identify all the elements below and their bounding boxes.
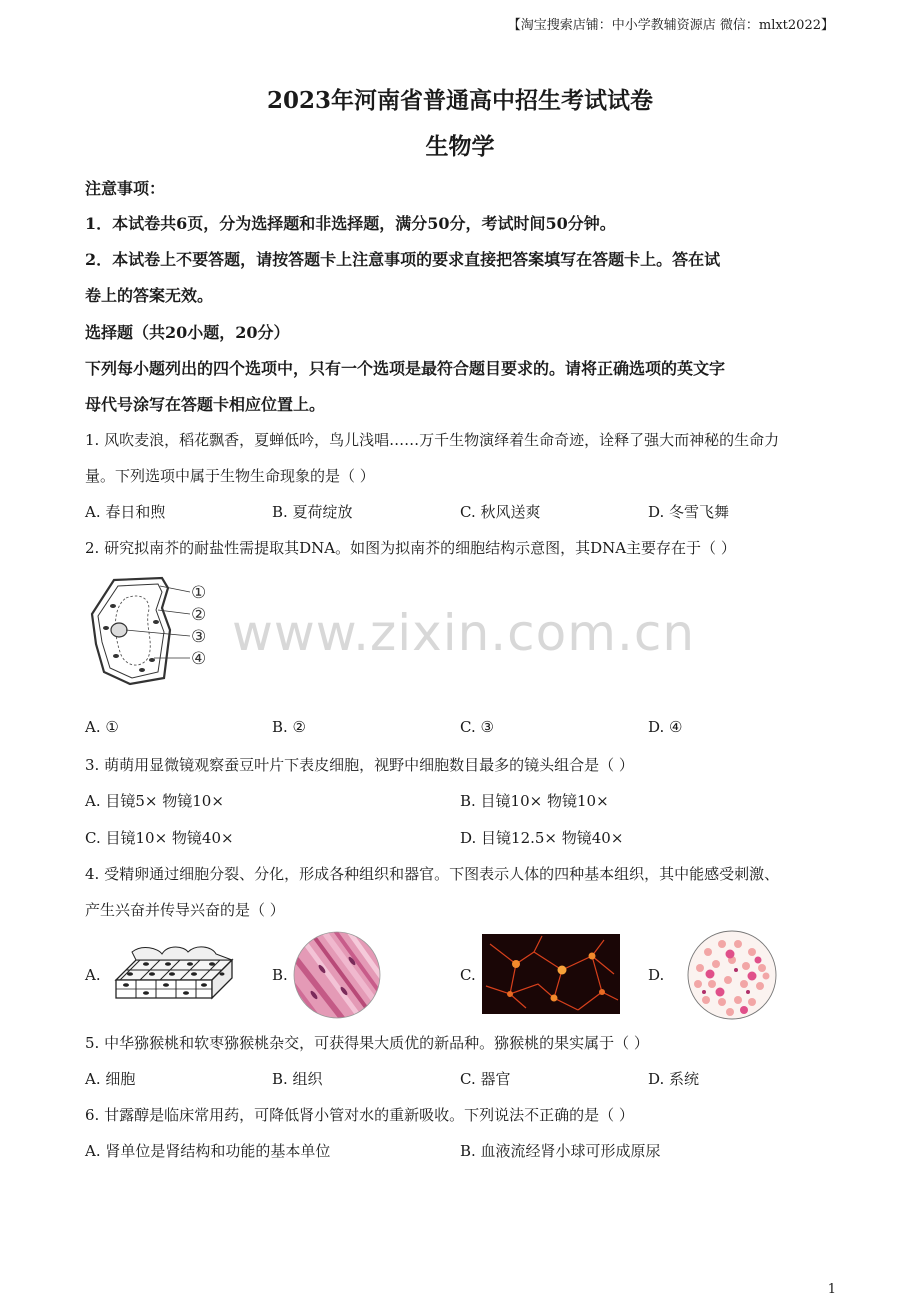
- blood-tissue-image: [686, 930, 778, 1020]
- epithelial-tissue-image: [112, 940, 236, 1002]
- nerve-tissue-image: [482, 934, 620, 1014]
- notice-heading: 注意事项：: [85, 179, 166, 198]
- q3-stem-line-1: 3. 萌萌用显微镜观察蚕豆叶片下表皮细胞，视野中细胞数目最多的镜头组合是（ ）: [85, 756, 634, 774]
- q1-option-a: A. 春日和煦: [85, 503, 166, 521]
- q2-option-a: A. ①: [85, 718, 119, 736]
- figure-label-2: ②: [191, 605, 207, 625]
- page-number: 1: [827, 1282, 836, 1297]
- q4-stem-line-1: 4. 受精卵通过细胞分裂、分化，形成各种组织和器官。下图表示人体的四种基本组织，其中能感受刺激、: [85, 865, 780, 883]
- notice-item-2-line-1: 2．本试卷上不要答题，请按答题卡上注意事项的要求直接把答案填写在答题卡上。答在试: [85, 250, 721, 269]
- chloroplast-shape: [149, 658, 155, 662]
- q5-stem-line-1: 5. 中华猕猴桃和软枣猕猴桃杂交，可获得果大质优的新品种。猕猴桃的果实属于（ ）: [85, 1034, 649, 1052]
- label-line-1: [160, 586, 190, 592]
- q2-stem-line-1: 2. 研究拟南芥的耐盐性需提取其DNA。如图为拟南芥的细胞结构示意图，其DNA主要存在于（ ）: [85, 539, 736, 557]
- q2-option-d: D. ④: [648, 718, 683, 736]
- section-instruction-line-1: 下列每小题列出的四个选项中，只有一个选项是最符合题目要求的。请将正确选项的英文字: [85, 359, 726, 378]
- q5-option-a: A. 细胞: [85, 1070, 136, 1088]
- nucleus-shape: [111, 623, 127, 637]
- q4-option-a: A.: [85, 966, 101, 984]
- q4-option-b: B.: [272, 966, 288, 984]
- q1-option-c: C. 秋风送爽: [460, 503, 541, 521]
- header-note: 【淘宝搜索店铺：中小学教辅资源店 微信：mlxt2022】: [507, 18, 834, 33]
- q4-option-c: C.: [460, 966, 476, 984]
- q6-option-b: B. 血液流经肾小球可形成原尿: [460, 1142, 661, 1160]
- q3-option-c: C. 目镜10× 物镜40×: [85, 829, 234, 847]
- watermark-text: www.zixin.com.cn: [232, 604, 696, 662]
- figure-label-3: ③: [191, 627, 207, 647]
- q3-option-d: D. 目镜12.5× 物镜40×: [460, 829, 624, 847]
- notice-item-1: 1．本试卷共6页，分为选择题和非选择题，满分50分，考试时间50分钟。: [85, 214, 616, 233]
- chloroplast-shape: [103, 626, 109, 630]
- notice-item-2-line-2: 卷上的答案无效。: [85, 286, 214, 305]
- chloroplast-shape: [153, 620, 159, 624]
- plant-cell-diagram: [86, 574, 218, 690]
- q6-stem-line-1: 6. 甘露醇是临床常用药，可降低肾小管对水的重新吸收。下列说法不正确的是（ ）: [85, 1106, 634, 1124]
- section-instruction-line-2: 母代号涂写在答题卡相应位置上。: [85, 395, 326, 414]
- chloroplast-shape: [113, 654, 119, 658]
- exam-subtitle: 生物学: [425, 133, 495, 160]
- q5-option-c: C. 器官: [460, 1070, 511, 1088]
- chloroplast-shape: [139, 668, 145, 672]
- label-line-3: [126, 630, 190, 636]
- figure-label-4: ④: [191, 649, 207, 669]
- q1-option-d: D. 冬雪飞舞: [648, 503, 730, 521]
- exam-title: 2023年河南省普通高中招生考试试卷: [266, 87, 653, 114]
- q2-option-b: B. ②: [272, 718, 307, 736]
- q2-option-c: C. ③: [460, 718, 494, 736]
- muscle-tissue-image: [292, 931, 382, 1019]
- q4-stem-line-2: 产生兴奋并传导兴奋的是（ ）: [85, 901, 285, 919]
- q5-option-b: B. 组织: [272, 1070, 323, 1088]
- q4-option-d: D.: [648, 966, 665, 984]
- q6-option-a: A. 肾单位是肾结构和功能的基本单位: [85, 1142, 331, 1160]
- section-heading: 选择题（共20小题，20分）: [85, 323, 290, 342]
- q3-option-b: B. 目镜10× 物镜10×: [460, 792, 609, 810]
- q1-stem-line-2: 量。下列选项中属于生物生命现象的是（ ）: [85, 467, 375, 485]
- figure-label-1: ①: [191, 583, 207, 603]
- q1-option-b: B. 夏荷绽放: [272, 503, 353, 521]
- q1-stem-line-1: 1. 风吹麦浪，稻花飘香，夏蝉低吟，鸟儿浅唱……万千生物演绎着生命奇迹，诠释了强大而神秘的生命力: [85, 431, 780, 449]
- chloroplast-shape: [110, 604, 116, 608]
- q5-option-d: D. 系统: [648, 1070, 700, 1088]
- q3-option-a: A. 目镜5× 物镜10×: [85, 792, 224, 810]
